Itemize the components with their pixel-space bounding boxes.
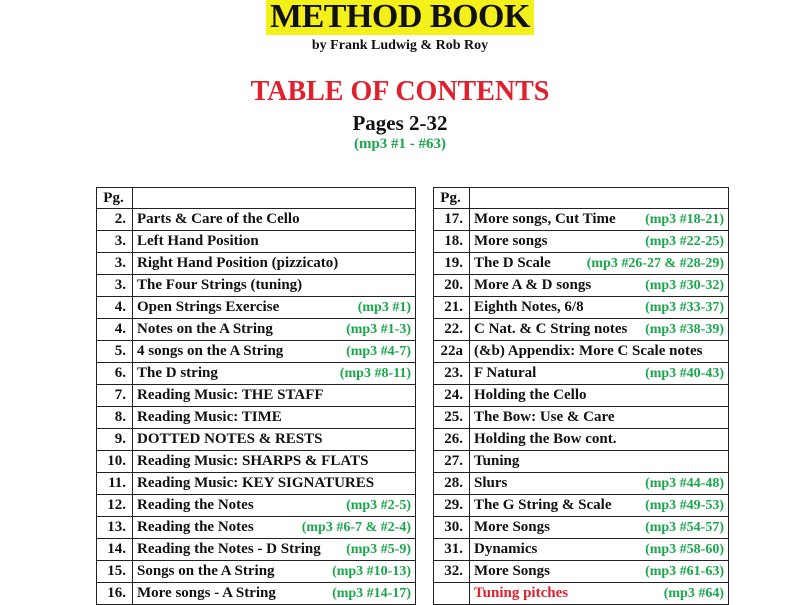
table-row [434, 385, 729, 407]
table-row [97, 539, 416, 561]
mp3-reference: (mp3 #6-7 & #2-4) [301, 520, 411, 535]
entry-cell [133, 385, 416, 407]
page-number: 17. [434, 209, 470, 231]
table-row [434, 539, 729, 561]
mp3-reference: (mp3 #1) [357, 300, 411, 315]
table-row [434, 253, 729, 275]
entry-cell [133, 253, 416, 275]
table-row [434, 407, 729, 429]
entry-title: The D Scale [474, 255, 551, 271]
table-row [434, 495, 729, 517]
entry-cell [470, 407, 729, 429]
entry-cell [470, 297, 729, 319]
table-row [97, 275, 416, 297]
page-number: 12. [97, 495, 133, 517]
page-number: 3. [97, 253, 133, 275]
page-number: 20. [434, 275, 470, 297]
entry-cell [470, 363, 729, 385]
entry-title: Eighth Notes, 6/8 [474, 299, 584, 315]
entry-cell [470, 561, 729, 583]
entry-title: Open Strings Exercise [137, 299, 280, 315]
toc-heading: TABLE OF CONTENTS [250, 76, 550, 107]
entry-cell [470, 583, 729, 605]
page-number: 10. [97, 451, 133, 473]
table-row [434, 561, 729, 583]
entry-title: More Songs [474, 563, 550, 579]
byline: by Frank Ludwig & Rob Roy [311, 38, 489, 53]
entry-cell [133, 363, 416, 385]
page-number: 31. [434, 539, 470, 561]
page-number: 22. [434, 319, 470, 341]
entry-cell [470, 451, 729, 473]
page-number: 19. [434, 253, 470, 275]
entry-title: More songs [474, 233, 548, 249]
table-row [97, 517, 416, 539]
left-toc-table [96, 187, 416, 605]
entry-title: Right Hand Position (pizzicato) [137, 255, 339, 271]
page-number: 16. [97, 583, 133, 605]
title-header [133, 188, 416, 209]
mp3-reference: (mp3 #5-9) [346, 542, 411, 557]
entry-cell [470, 209, 729, 231]
mp3-reference: (mp3 #2-5) [346, 498, 411, 513]
table-row [434, 517, 729, 539]
page-number: 5. [97, 341, 133, 363]
entry-title: The D string [137, 365, 218, 381]
entry-title: Notes on the A String [137, 321, 273, 337]
entry-cell [133, 429, 416, 451]
entry-cell [133, 495, 416, 517]
table-row [97, 209, 416, 231]
entry-cell [133, 209, 416, 231]
table-row [97, 473, 416, 495]
entry-cell [470, 231, 729, 253]
right-toc-table [433, 187, 729, 605]
table-row [97, 363, 416, 385]
page-number: 29. [434, 495, 470, 517]
table-row [97, 495, 416, 517]
page-number: 11. [97, 473, 133, 495]
table-row [97, 561, 416, 583]
entry-title: Reading Music: SHARPS & FLATS [137, 453, 369, 469]
entry-cell [133, 517, 416, 539]
page-number: 9. [97, 429, 133, 451]
entry-title: (&b) Appendix: More C Scale notes [474, 343, 703, 359]
entry-title: More songs - A String [137, 585, 276, 601]
table-row [97, 407, 416, 429]
entry-title: The Bow: Use & Care [474, 409, 615, 425]
table-row [434, 451, 729, 473]
mp3-reference: (mp3 #58-60) [645, 542, 724, 557]
table-row [434, 275, 729, 297]
entry-cell [133, 297, 416, 319]
entry-title: F Natural [474, 365, 537, 381]
mp3-reference: (mp3 #8-11) [339, 366, 411, 381]
mp3-range: (mp3 #1 - #63) [353, 136, 447, 152]
table-header-row [97, 188, 416, 209]
entry-title: DOTTED NOTES & RESTS [137, 431, 323, 447]
pg-header: Pg. [97, 188, 133, 209]
table-row [434, 297, 729, 319]
page-number [434, 583, 470, 605]
page-number: 3. [97, 275, 133, 297]
page-number: 24. [434, 385, 470, 407]
entry-cell [470, 495, 729, 517]
mp3-reference: (mp3 #49-53) [645, 498, 724, 513]
pg-header: Pg. [434, 188, 470, 209]
entry-title: Songs on the A String [137, 563, 275, 579]
entry-title: The Four Strings (tuning) [137, 277, 303, 293]
entry-cell [133, 561, 416, 583]
entry-title: Reading the Notes [137, 519, 254, 535]
entry-title: C Nat. & C String notes [474, 321, 628, 337]
mp3-reference: (mp3 #14-17) [332, 586, 411, 601]
entry-title: Dynamics [474, 541, 538, 557]
entry-title: More songs, Cut Time [474, 211, 616, 227]
table-row [434, 583, 729, 605]
mp3-reference: (mp3 #22-25) [645, 234, 724, 249]
page-number: 2. [97, 209, 133, 231]
entry-title: Left Hand Position [137, 233, 259, 249]
mp3-reference: (mp3 #44-48) [645, 476, 724, 491]
table-row [97, 319, 416, 341]
entry-title: Parts & Care of the Cello [137, 211, 300, 227]
entry-title: More A & D songs [474, 277, 592, 293]
title-header [470, 188, 729, 209]
table-header-row [434, 188, 729, 209]
page-number: 3. [97, 231, 133, 253]
mp3-reference: (mp3 #38-39) [645, 322, 724, 337]
page-number: 27. [434, 451, 470, 473]
page-number: 18. [434, 231, 470, 253]
table-row [434, 363, 729, 385]
entry-title: Tuning [474, 453, 520, 469]
mp3-reference: (mp3 #64) [663, 586, 724, 601]
page-number: 26. [434, 429, 470, 451]
page-number: 7. [97, 385, 133, 407]
page-number: 13. [97, 517, 133, 539]
page-number: 4. [97, 297, 133, 319]
table-row [434, 209, 729, 231]
mp3-reference: (mp3 #33-37) [645, 300, 724, 315]
entry-title: Reading Music: THE STAFF [137, 387, 324, 403]
table-row [97, 451, 416, 473]
entry-cell [470, 429, 729, 451]
entry-cell [133, 539, 416, 561]
entry-title: Slurs [474, 475, 508, 491]
table-row [434, 429, 729, 451]
entry-title: Holding the Bow cont. [474, 431, 617, 447]
mp3-reference: (mp3 #40-43) [645, 366, 724, 381]
table-row [97, 231, 416, 253]
table-row [97, 385, 416, 407]
table-row [97, 341, 416, 363]
entry-cell [133, 319, 416, 341]
entry-cell [470, 253, 729, 275]
mp3-reference: (mp3 #54-57) [645, 520, 724, 535]
table-row [434, 473, 729, 495]
page-number: 6. [97, 363, 133, 385]
entry-title: Reading the Notes - D String [137, 541, 321, 557]
mp3-reference: (mp3 #30-32) [645, 278, 724, 293]
page-number: 28. [434, 473, 470, 495]
page-number: 8. [97, 407, 133, 429]
page-number: 32. [434, 561, 470, 583]
book-title-text: METHOD BOOK [266, 0, 534, 35]
table-row [97, 429, 416, 451]
entry-cell [133, 407, 416, 429]
mp3-reference: (mp3 #61-63) [645, 564, 724, 579]
mp3-reference: (mp3 #26-27 & #28-29) [586, 256, 724, 271]
entry-cell [133, 231, 416, 253]
mp3-reference: (mp3 #4-7) [346, 344, 411, 359]
entry-cell [133, 275, 416, 297]
page-number: 21. [434, 297, 470, 319]
entry-cell [133, 451, 416, 473]
page-number: 25. [434, 407, 470, 429]
mp3-reference: (mp3 #10-13) [332, 564, 411, 579]
entry-title: Reading Music: KEY SIGNATURES [137, 475, 375, 491]
entry-cell [470, 385, 729, 407]
page-number: 23. [434, 363, 470, 385]
page-number: 22a [434, 341, 470, 363]
table-row [434, 231, 729, 253]
mp3-reference: (mp3 #1-3) [346, 322, 411, 337]
page-number: 30. [434, 517, 470, 539]
page-number: 15. [97, 561, 133, 583]
page-number: 14. [97, 539, 133, 561]
entry-cell [470, 473, 729, 495]
entry-cell [470, 341, 729, 363]
entry-cell [133, 583, 416, 605]
entry-title: 4 songs on the A String [137, 343, 284, 359]
entry-title: Tuning pitches [474, 585, 569, 601]
book-title [0, 0, 800, 36]
entry-cell [470, 275, 729, 297]
table-row [434, 319, 729, 341]
entry-cell [470, 539, 729, 561]
entry-cell [470, 319, 729, 341]
table-row [97, 253, 416, 275]
entry-cell [133, 473, 416, 495]
entry-title: Reading the Notes [137, 497, 254, 513]
entry-title: More Songs [474, 519, 550, 535]
entry-cell [133, 341, 416, 363]
mp3-reference: (mp3 #18-21) [645, 212, 724, 227]
page-number: 4. [97, 319, 133, 341]
entry-title: Holding the Cello [474, 387, 587, 403]
table-row [97, 297, 416, 319]
entry-cell [470, 517, 729, 539]
table-row [97, 583, 416, 605]
entry-title: The G String & Scale [474, 497, 612, 513]
pages-range: Pages 2-32 [352, 111, 448, 135]
table-row [434, 341, 729, 363]
entry-title: Reading Music: TIME [137, 409, 282, 425]
